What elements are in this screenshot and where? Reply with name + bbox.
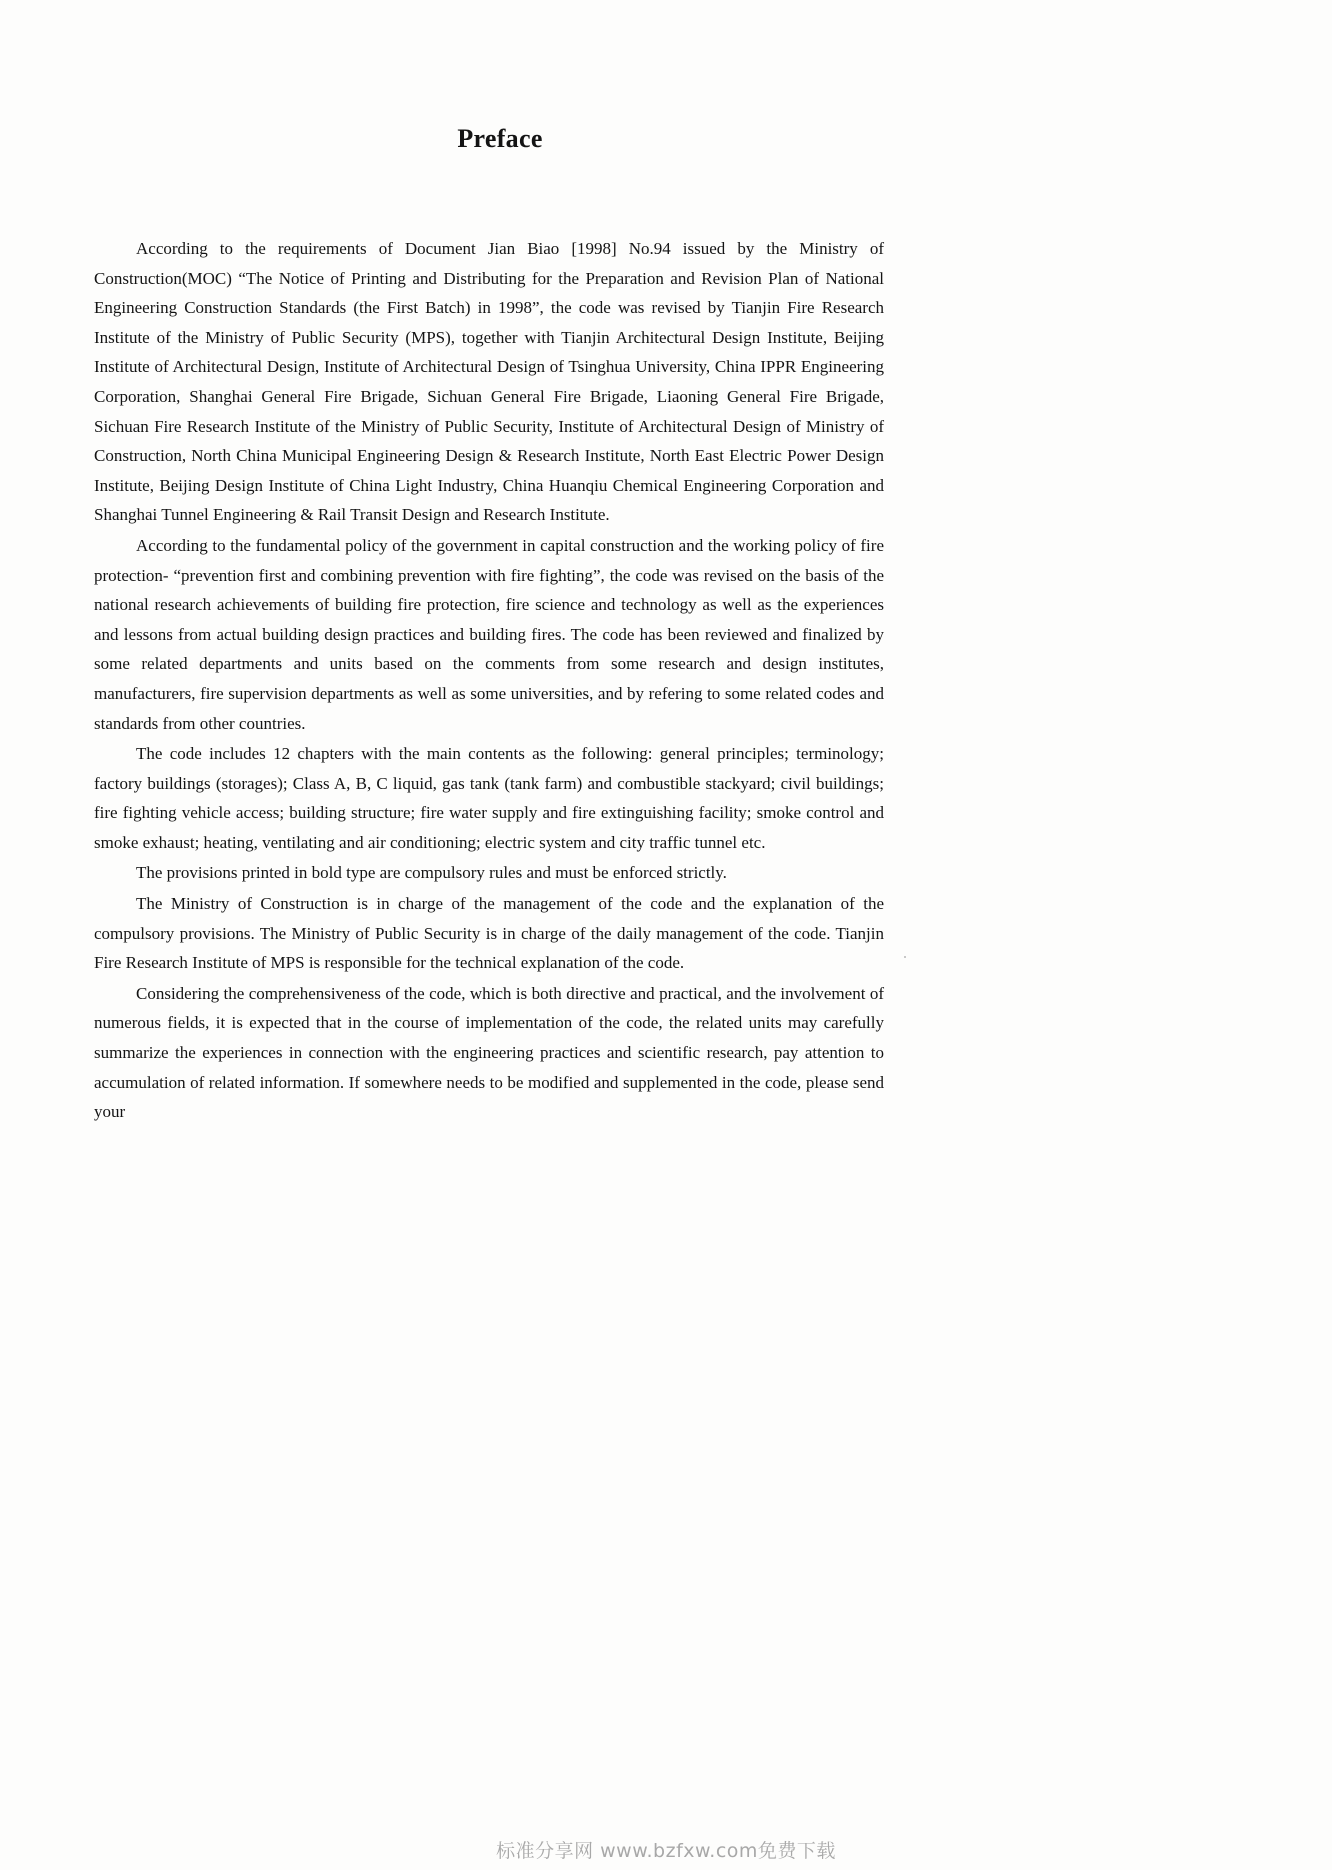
- paragraph-1: According to the requirements of Document Jian Biao [1998] No.94 issued by the Ministry of Construction(MOC) “The Notice of Printing and Distributing for the Preparation and Revision Plan of National Engineering Construction Standards (the First Batch) in 1998”, the code was revised by Tianjin Fire Research Institute of the Ministry of Public Security (MPS), together with Tianjin Architectural Design Institute, Beijing Institute of Architectural Design, Institute of Architectural Design of Tsinghua University, China IPPR Engineering Corporation, Shanghai General Fire Brigade, Sichuan General Fire Brigade, Liaoning General Fire Brigade, Sichuan Fire Research Institute of the Ministry of Public Security, Institute of Architectural Design of Ministry of Construction, North China Municipal Engineering Design & Research Institute, North East Electric Power Design Institute, Beijing Design Institute of China Light Industry, China Huanqiu Chemical Engineering Corporation and Shanghai Tunnel Engineering & Rail Transit Design and Research Institute.: [94, 239, 884, 525]
- paragraph-4: The provisions printed in bold type are compulsory rules and must be enforced strictly.: [136, 863, 727, 883]
- watermark-footer: 标准分享网 www.bzfxw.com免费下载: [496, 1840, 836, 1862]
- paragraph-6: Considering the comprehensiveness of the code, which is both directive and practical, and the involvement of numerous fields, it is expected that in the course of implementation of the code, the related units may carefully summarize the experiences in connection with the engineering practices and scientific research, pay attention to accumulation of related information. If somewhere needs to be modified and supplemented in the code, please send your: [94, 983, 884, 1122]
- preface-body: [94, 234, 884, 1128]
- paragraph-5: The Ministry of Construction is in charge of the management of the code and the explanation of the compulsory provisions. The Ministry of Public Security is in charge of the daily management of the code. Tianjin Fire Research Institute of MPS is responsible for the technical explanation of the code.: [94, 894, 884, 973]
- page-title: Preface: [457, 124, 543, 153]
- paragraph-3: The code includes 12 chapters with the main contents as the following: general principles; terminology; factory buildings (storages); Class A, B, C liquid, gas tank (tank farm) and combustible stackyard; civil buildings; fire fighting vehicle access; building structure; fire water supply and fire extinguishing facility; smoke control and smoke exhaust; heating, ventilating and air conditioning; electric system and city traffic tunnel etc.: [94, 744, 884, 852]
- paragraph-2: According to the fundamental policy of the government in capital construction and the working policy of fire protection- “prevention first and combining prevention with fire fighting”, the code was revised on the basis of the national research achievements of building fire protection, fire science and technology as well as the experiences and lessons from actual building design practices and building fires. The code has been reviewed and finalized by some related departments and units based on the comments from some research and design institutes, manufacturers, fire supervision departments as well as some universities, and by refering to some related codes and standards from other countries.: [94, 535, 884, 733]
- scan-speck: [904, 956, 906, 958]
